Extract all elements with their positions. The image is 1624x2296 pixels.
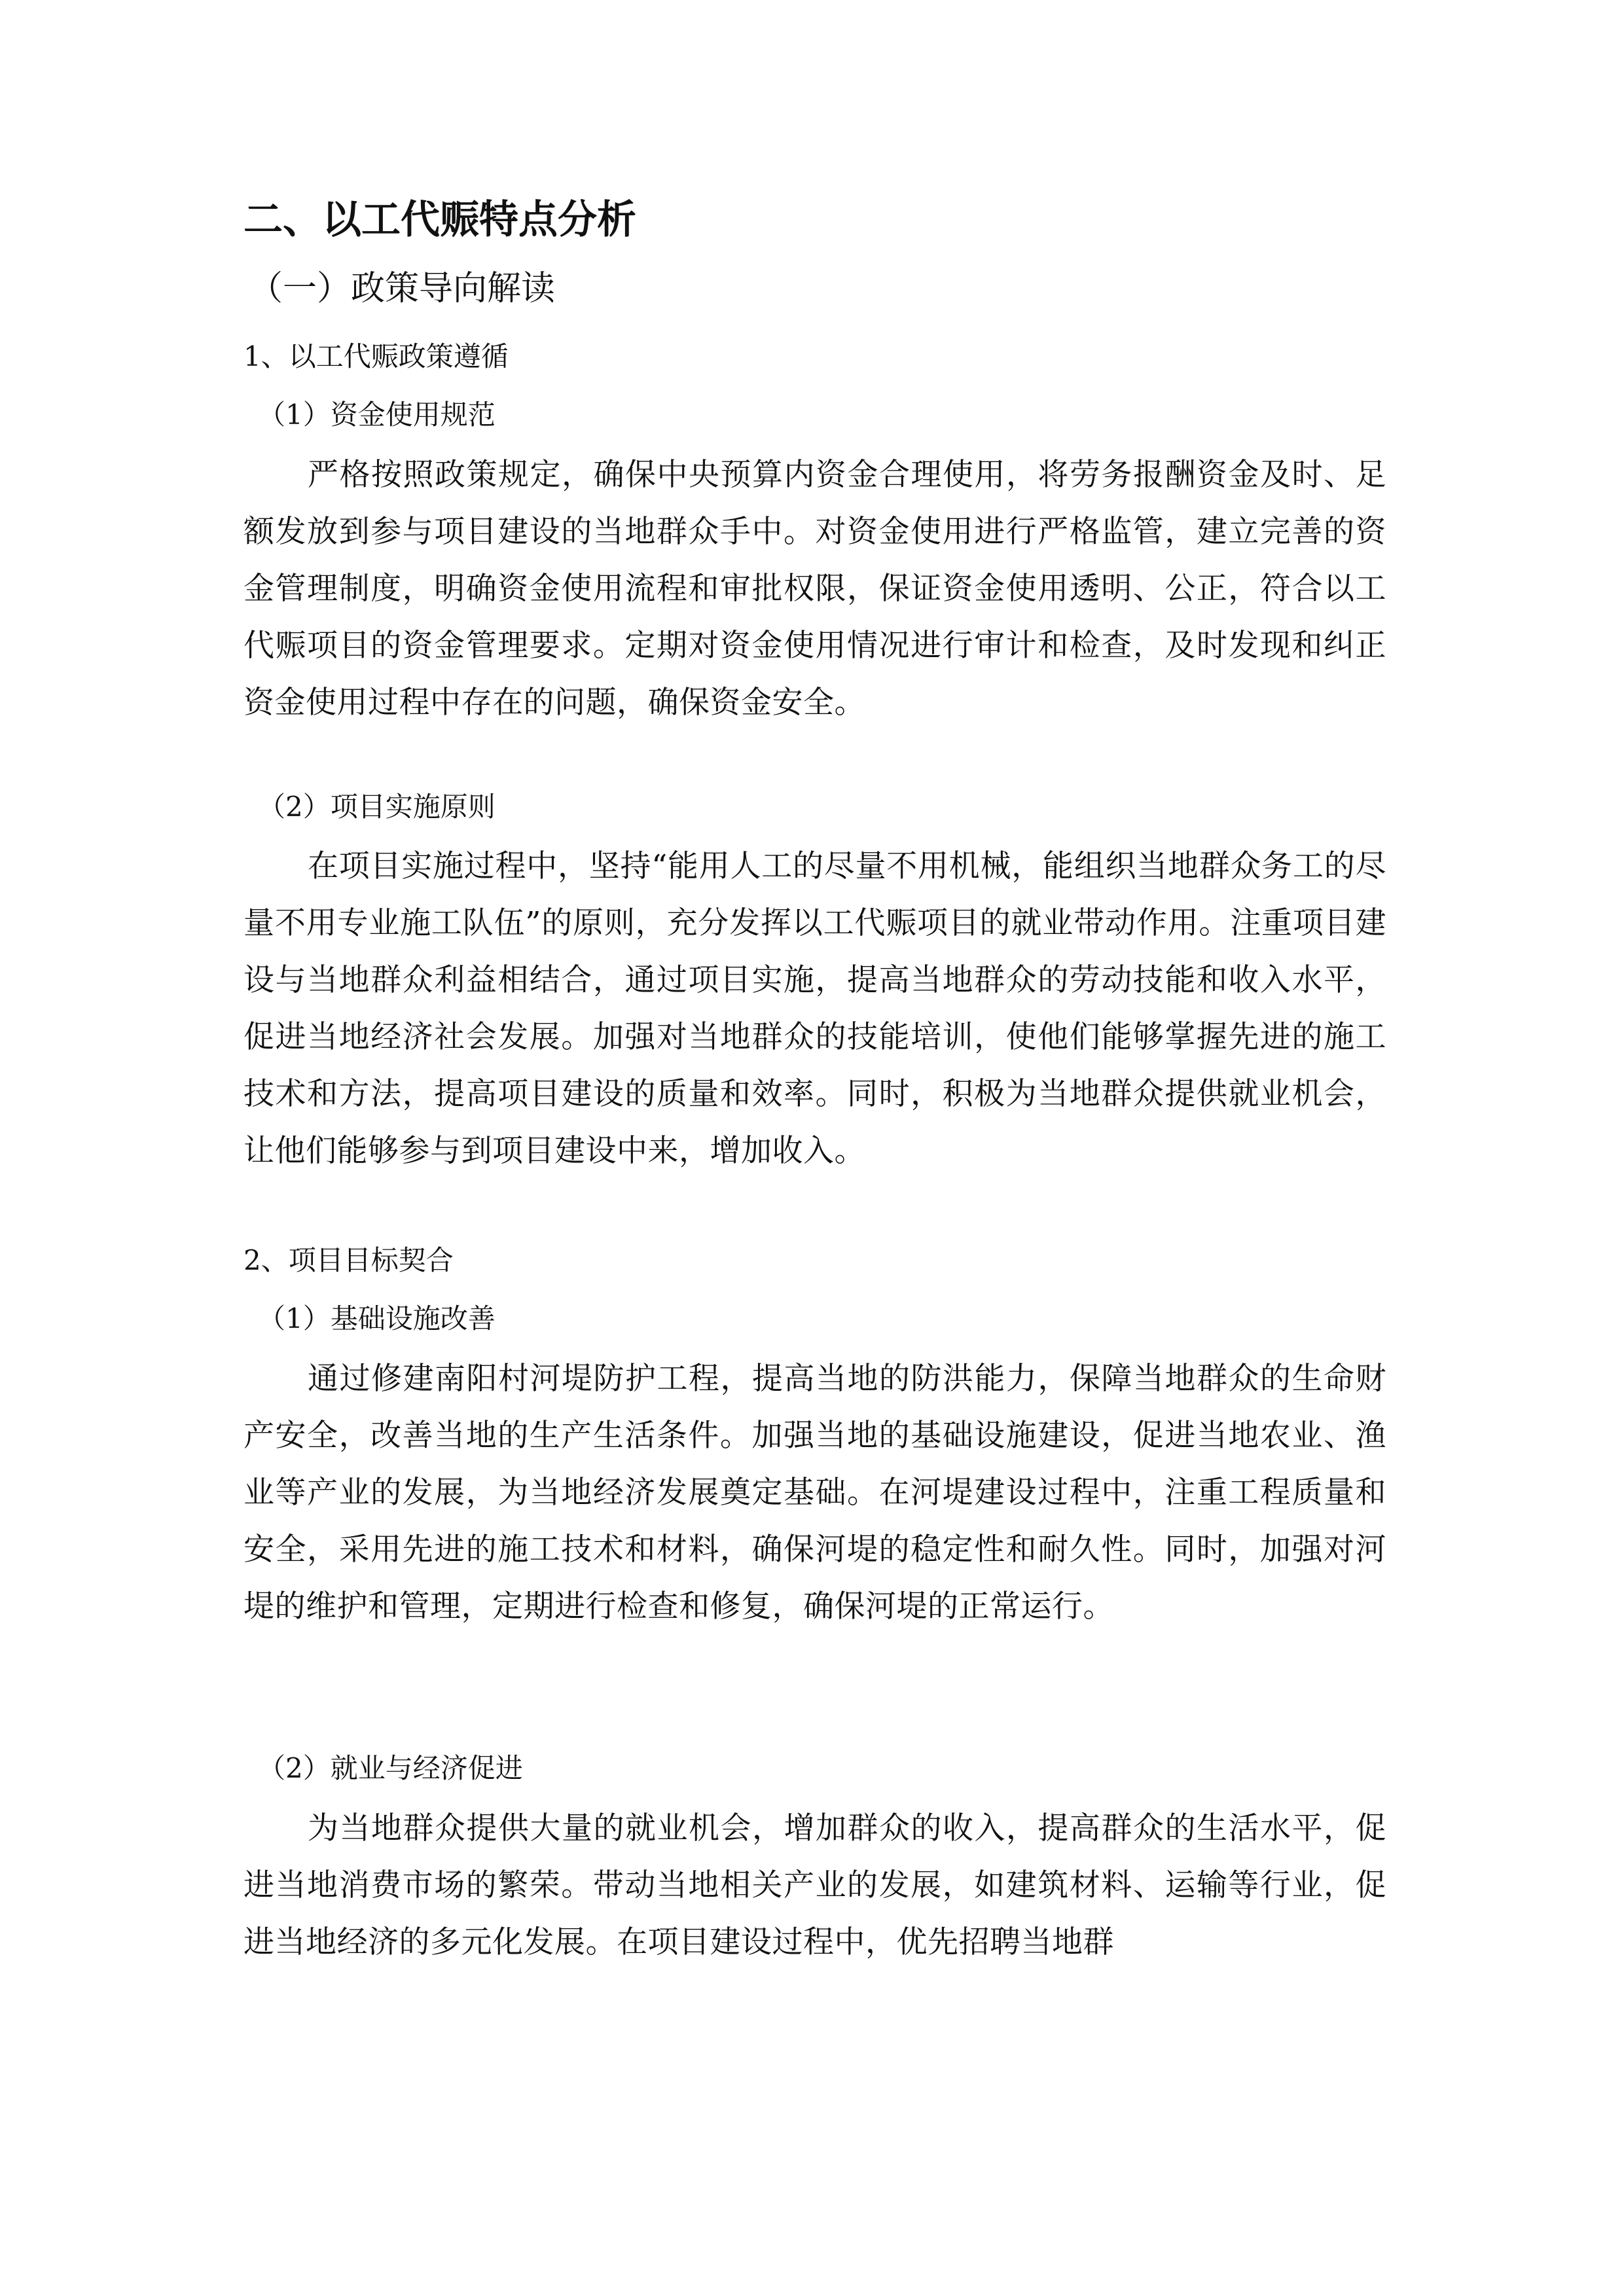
section-title: 二、以工代赈特点分析 bbox=[244, 197, 636, 243]
item-1-sub-1-title: （1）资金使用规范 bbox=[258, 399, 496, 431]
item-1-title: 1、以工代赈政策遵循 bbox=[244, 340, 509, 372]
subsection-title: （一）政策导向解读 bbox=[249, 269, 556, 308]
item-2-sub-2-title: （2）就业与经济促进 bbox=[258, 1752, 523, 1784]
item-2-sub-1-paragraph: 通过修建南阳村河堤防护工程，提高当地的防洪能力，保障当地群众的生命财产安全，改善当地的生产生活条件。加强当地的基础设施建设，促进当地农业、渔业等产业的发展，为当地经济发展奠定基础。在河堤建设过程中，注重工程质量和安全，采用先进的施工技术和材料，确保河堤的稳定性和耐久性。同时，加强对河堤的维护和管理，定期进行检查和修复，确保河堤的正常运行。 bbox=[244, 1361, 1386, 1624]
item-1-sub-1-paragraph: 严格按照政策规定，确保中央预算内资金合理使用，将劳务报酬资金及时、足额发放到参与项目建设的当地群众手中。对资金使用进行严格监管，建立完善的资金管理制度，明确资金使用流程和审批权限，保证资金使用透明、公正，符合以工代赈项目的资金管理要求。定期对资金使用情况进行审计和检查，及时发现和纠正资金使用过程中存在的问题，确保资金安全。 bbox=[244, 457, 1386, 721]
item-2-title: 2、项目目标契合 bbox=[244, 1244, 454, 1276]
item-2-sub-2-paragraph: 为当地群众提供大量的就业机会，增加群众的收入，提高群众的生活水平，促进当地消费市场的繁荣。带动当地相关产业的发展，如建筑材料、运输等行业，促进当地经济的多元化发展。在项目建设过程中，优先招聘当地群 bbox=[244, 1810, 1386, 1960]
item-1-sub-2-title: （2）项目实施原则 bbox=[258, 791, 496, 823]
item-1-sub-2-paragraph: 在项目实施过程中，坚持“能用人工的尽量不用机械，能组织当地群众务工的尽量不用专业施工队伍”的原则，充分发挥以工代赈项目的就业带动作用。注重项目建设与当地群众利益相结合，通过项目实施，提高当地群众的劳动技能和收入水平，促进当地经济社会发展。加强对当地群众的技能培训，使他们能够掌握先进的施工技术和方法，提高项目建设的质量和效率。同时，积极为当地群众提供就业机会，让他们能够参与到项目建设中来，增加收入。 bbox=[244, 848, 1386, 1169]
item-2-sub-1-title: （1）基础设施改善 bbox=[258, 1302, 496, 1335]
